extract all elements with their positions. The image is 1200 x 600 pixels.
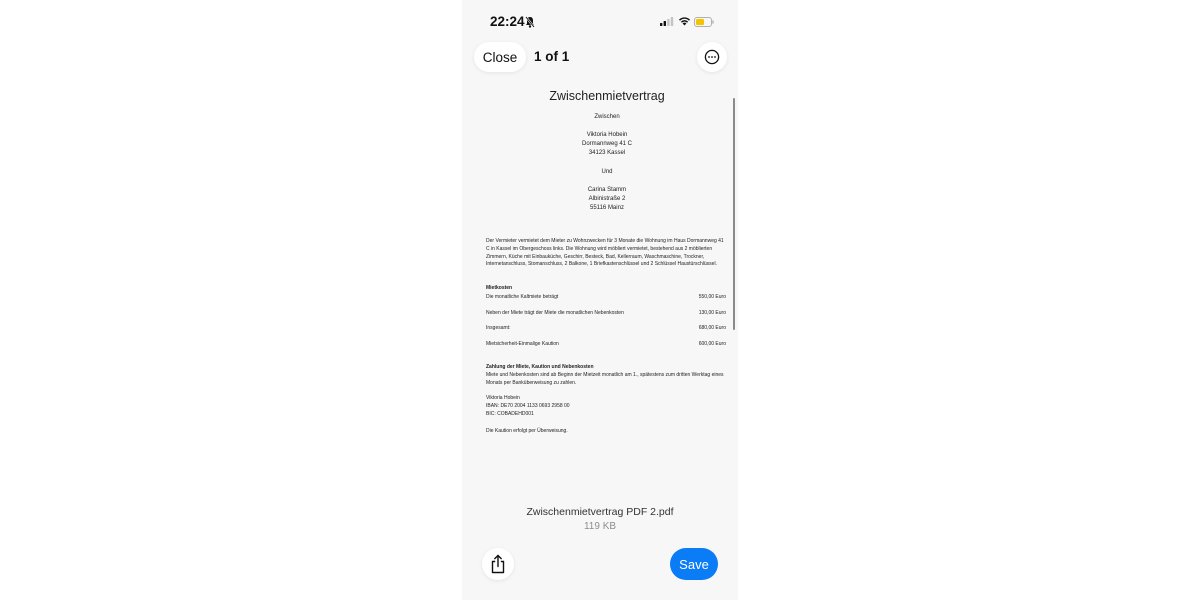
- rent-heading: Mietkosten: [486, 285, 513, 291]
- file-name: Zwischenmietvertrag PDF 2.pdf: [526, 506, 674, 518]
- document-title: Zwischenmietvertrag: [549, 89, 665, 103]
- status-time: 22:24: [490, 14, 525, 29]
- battery-icon: [694, 17, 714, 27]
- save-button[interactable]: Save: [670, 548, 718, 580]
- rent-row-amount: 600,00 Euro: [698, 341, 726, 347]
- landlord-address: [462, 131, 738, 159]
- bank-bic: BIC: COBADEHD001: [486, 410, 534, 417]
- bank-iban: IBAN: DE70 2004 1133 0693 2958 00: [486, 402, 570, 409]
- rent-row: [486, 341, 726, 347]
- page-count: 1 of 1: [534, 49, 570, 64]
- landlord-name: Viktoria Hobein: [586, 132, 628, 138]
- scrollbar[interactable]: [733, 98, 735, 330]
- rent-row-amount: 550,00 Euro: [698, 294, 726, 300]
- close-button[interactable]: Close: [474, 42, 526, 72]
- document-and: Und: [601, 169, 613, 175]
- bank-holder: Viktoria Hobein: [486, 395, 520, 401]
- document-between: Zwischen: [594, 114, 620, 120]
- tenant-city: 55116 Mainz: [590, 205, 624, 212]
- bell-muted-icon: [525, 16, 535, 28]
- rent-row-label: Insgesamt:: [486, 325, 511, 331]
- payment-paragraph: Miete und Nebenkosten sind ab Beginn der Mietzeit monatlich am 1., spätestens zum dritten Werktag eines Monats per Banküberweisung zu zahlen.: [486, 372, 724, 386]
- share-button[interactable]: [482, 548, 514, 580]
- more-icon: [704, 49, 720, 65]
- landlord-street: Dormannweg 41 C: [581, 141, 633, 148]
- rent-row: [486, 294, 726, 300]
- wifi-icon: [678, 16, 691, 26]
- rent-row: [486, 310, 726, 316]
- payment-heading: Zahlung der Miete, Kaution und Nebenkosten: [486, 364, 594, 370]
- landlord-city: 34123 Kassel: [588, 150, 626, 157]
- rent-row-amount: 130,00 Euro: [698, 310, 726, 316]
- cellular-signal-icon: [660, 17, 674, 26]
- rent-row-label: Die monatliche Kaltmiete beträgt: [486, 294, 559, 300]
- tenant-street: Albinistraße 2: [588, 196, 626, 203]
- more-options-button[interactable]: [697, 42, 727, 72]
- rent-row-label: Neben der Miete trägt der Miete die monatlichen Nebenkosten: [486, 310, 624, 316]
- rent-row: [486, 325, 726, 331]
- bank-details: [486, 395, 726, 418]
- pdf-page[interactable]: [462, 80, 738, 480]
- status-bar: [462, 0, 738, 44]
- tenant-address: [462, 186, 738, 214]
- tenant-name: Carina Stamm: [587, 187, 627, 193]
- intro-paragraph: Der Vermieter vermietet dem Mieter zu Wohnzwecken für 3 Monate die Wohnung im Haus Dormannweg 41 C in Kassel im Obergeschoss links. Die Wohnung wird möbliert vermietet, bestehend aus 2 möblierten Zimmern, Küche mit Einbauküche, Geschirr, Besteck, Bad, Kellerraum, Waschmaschine, Trockner, Internetanschluss, Stomanschluss, 2 Balkone, 1 Briefkastenschlüssel und 2 Schlüssel Haustürschlüssel.: [486, 238, 724, 268]
- rent-row-label: Mietsicherheit-Einmalige Kaution: [486, 341, 559, 347]
- deposit-note: Die Kaution erfolgt per Überweisung.: [486, 428, 568, 434]
- phone-screen: [462, 0, 738, 600]
- navigation-bar: [462, 42, 738, 76]
- rent-row-amount: 680,00 Euro: [698, 325, 726, 331]
- share-icon: [490, 554, 506, 574]
- file-size: 119 KB: [583, 521, 617, 532]
